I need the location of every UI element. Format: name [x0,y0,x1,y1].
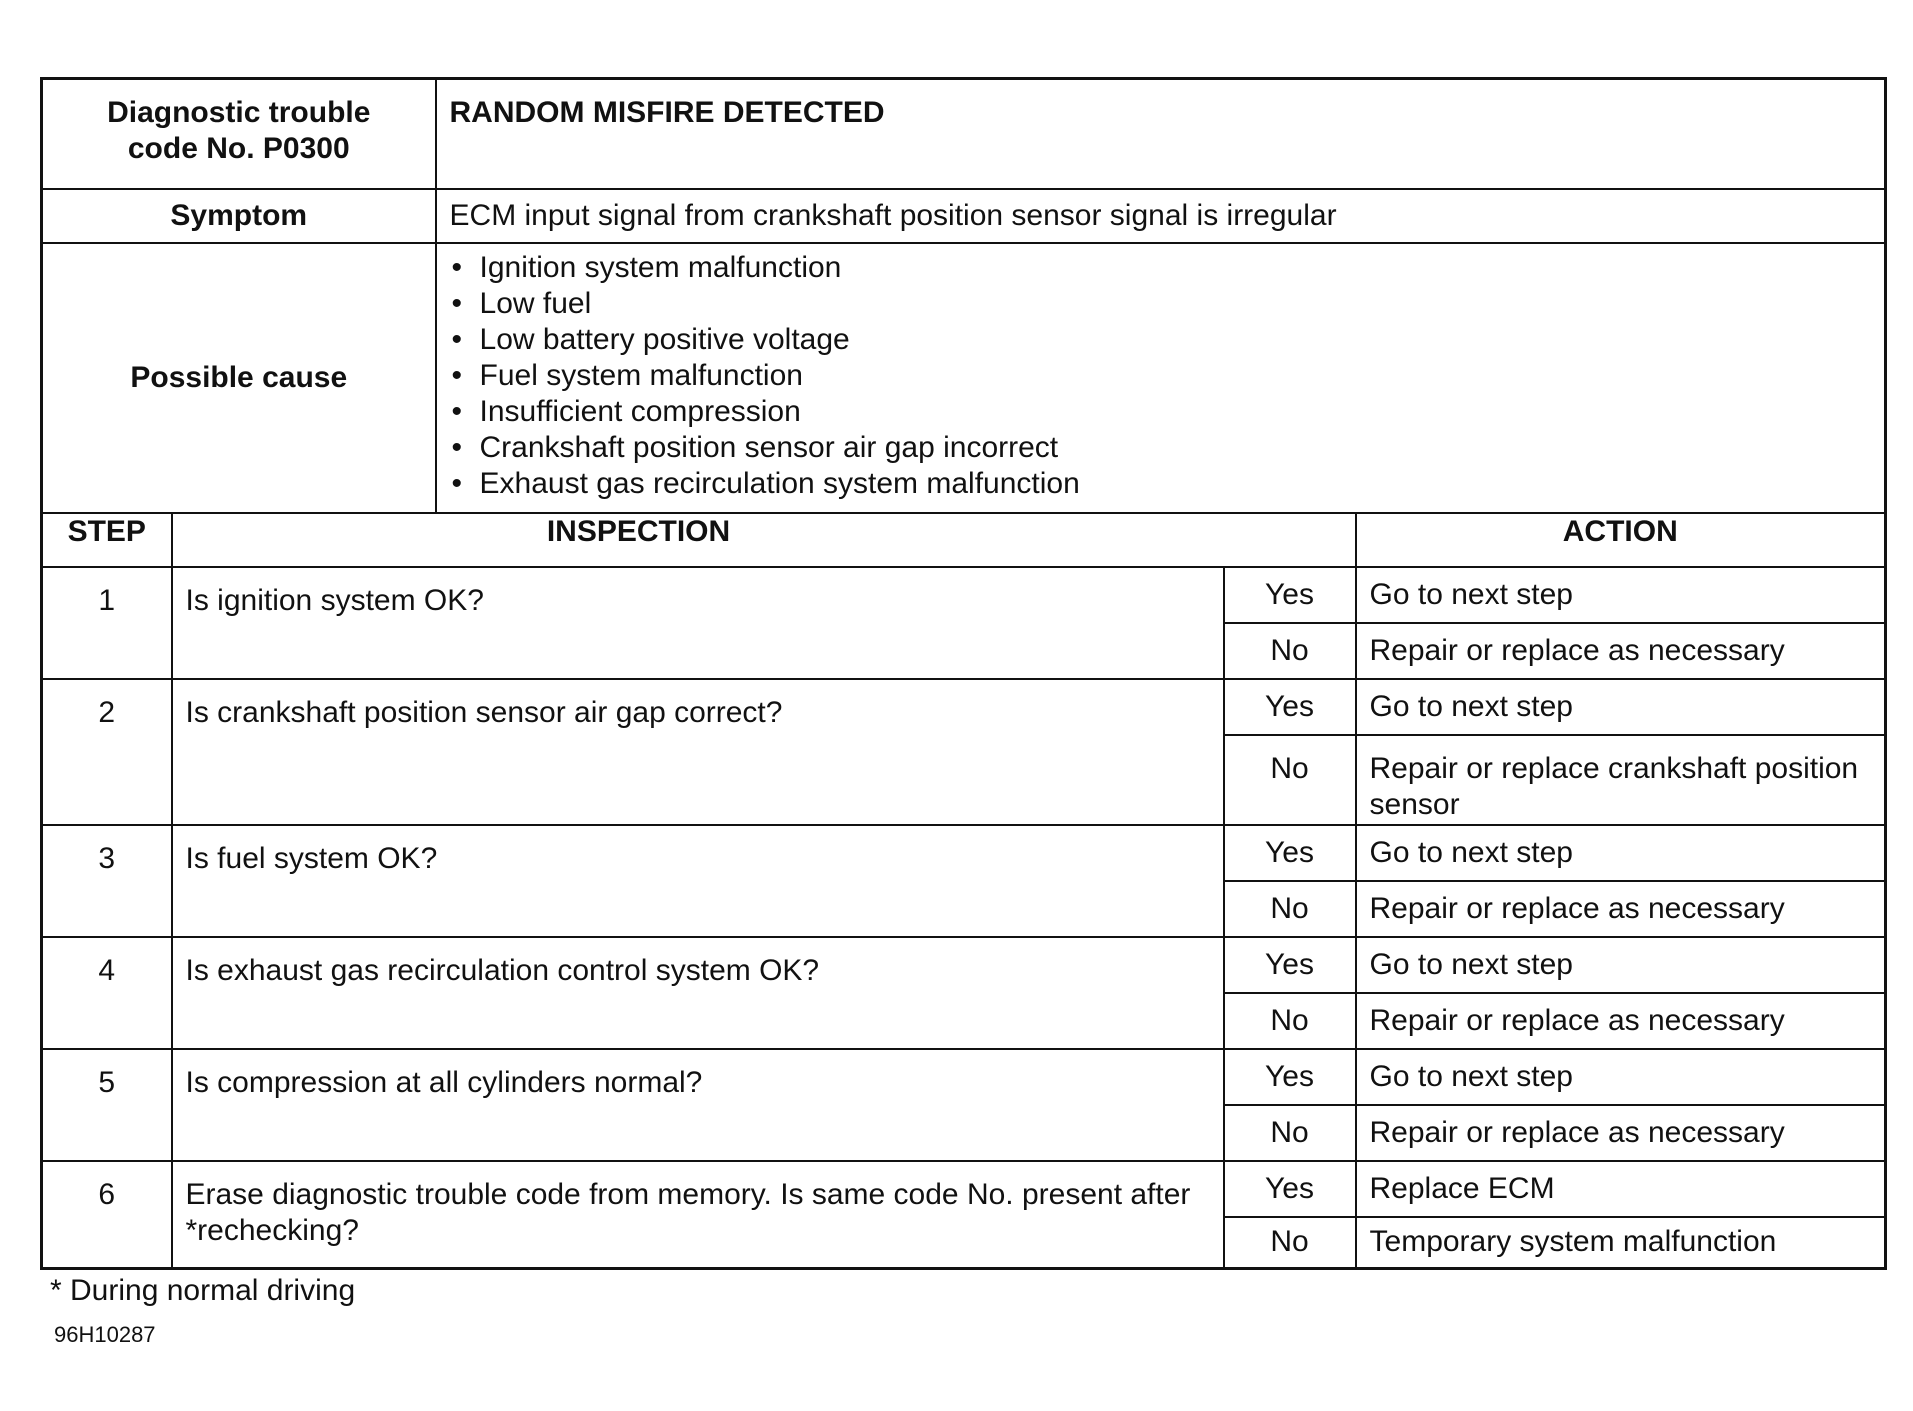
yes-label: Yes [1224,825,1356,881]
cause-item: • Low fuel [450,286,1872,322]
yes-label: Yes [1224,937,1356,993]
no-action: Repair or replace as necessary [1356,623,1886,679]
no-action: Repair or replace as necessary [1356,881,1886,937]
footnote: * During normal driving [50,1274,356,1307]
symptom-row [42,189,1886,243]
no-label: No [1224,623,1356,679]
step-number: 6 [42,1161,172,1269]
yes-action: Go to next step [1356,937,1886,993]
inspection-question: Is exhaust gas recirculation control system OK? [172,937,1224,1049]
inspection-header: INSPECTION [172,513,1356,567]
no-label: No [1224,993,1356,1049]
symptom-label: Symptom [42,189,436,243]
yes-action: Go to next step [1356,567,1886,623]
inspection-question: Is compression at all cylinders normal? [172,1049,1224,1161]
figure-id: 96H10287 [54,1322,156,1347]
table-row [42,1049,1886,1105]
yes-label: Yes [1224,567,1356,623]
code-label: Diagnostic trouble code No. P0300 [42,79,436,189]
step-number: 2 [42,679,172,825]
no-action: Temporary system malfunction [1356,1217,1886,1269]
step-number: 3 [42,825,172,937]
inspection-question: Is crankshaft position sensor air gap correct? [172,679,1224,825]
cause-item: • Crankshaft position sensor air gap incorrect [450,430,1872,466]
yes-action: Go to next step [1356,1049,1886,1105]
table-row [42,1161,1886,1217]
cause-item: • Exhaust gas recirculation system malfunction [450,466,1872,502]
step-header: STEP [42,513,172,567]
no-label: No [1224,1217,1356,1269]
yes-label: Yes [1224,1049,1356,1105]
table-row [42,937,1886,993]
table-row [42,567,1886,623]
diagnostic-table [40,77,1887,1270]
no-label: No [1224,1105,1356,1161]
no-action: Repair or replace as necessary [1356,993,1886,1049]
no-action: Repair or replace crankshaft position sensor [1356,735,1886,825]
cause-row [42,243,1886,513]
step-number: 5 [42,1049,172,1161]
cause-list [437,244,1885,506]
cause-item: • Ignition system malfunction [450,250,1872,286]
cause-label: Possible cause [42,243,436,513]
step-number: 4 [42,937,172,1049]
inspection-question: Is ignition system OK? [172,567,1224,679]
yes-action: Replace ECM [1356,1161,1886,1217]
no-label: No [1224,881,1356,937]
yes-action: Go to next step [1356,825,1886,881]
cause-item: • Fuel system malfunction [450,358,1872,394]
code-title: RANDOM MISFIRE DETECTED [436,79,1886,189]
column-header-row [42,513,1886,567]
table-row [42,825,1886,881]
code-row [42,79,1886,189]
inspection-question: Erase diagnostic trouble code from memory. Is same code No. present after *rechecking? [172,1161,1224,1269]
no-label: No [1224,735,1356,825]
yes-action: Go to next step [1356,679,1886,735]
no-action: Repair or replace as necessary [1356,1105,1886,1161]
yes-label: Yes [1224,679,1356,735]
inspection-question: Is fuel system OK? [172,825,1224,937]
cause-item: • Insufficient compression [450,394,1872,430]
cause-item: • Low battery positive voltage [450,322,1872,358]
table-row [42,679,1886,735]
symptom-text: ECM input signal from crankshaft position sensor signal is irregular [436,189,1886,243]
action-header: ACTION [1356,513,1886,567]
step-number: 1 [42,567,172,679]
cause-cell [436,243,1886,513]
yes-label: Yes [1224,1161,1356,1217]
